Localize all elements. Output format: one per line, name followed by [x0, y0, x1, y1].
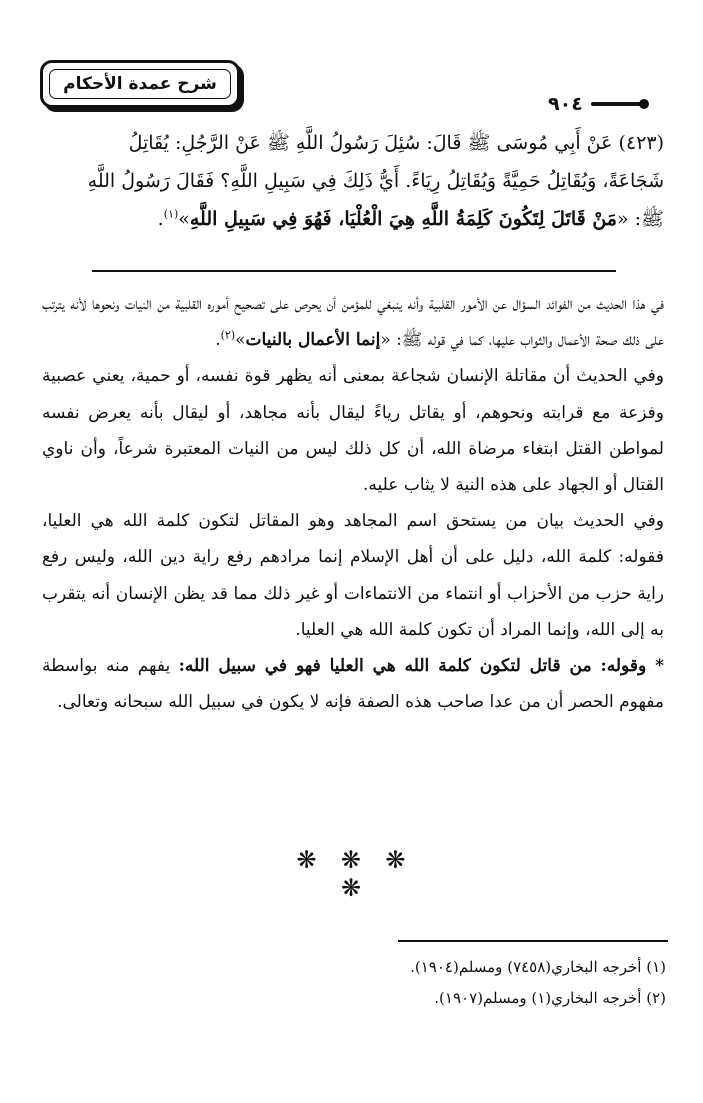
footnote-divider	[398, 940, 668, 942]
quoted-hadith: إنما الأعمال بالنيات	[245, 330, 381, 351]
paragraph: وفي الحديث بيان من يستحق اسم المجاهد وهو المقاتل لتكون كلمة الله هي العليا، فقوله: كلمة الله، دليل على أن أهل الإسلام إنما مرادهم رفع راية دين الله، وليس رفع راية حزب من الأحزاب أو انتماء من الانتماءات أو غير ذلك مما قد يظن الإنسان أنه يتقرب به إلى الله، وإنما المراد أن تكون كلمة الله هي العليا.	[42, 511, 665, 640]
hadith-line	[42, 200, 664, 238]
hadith-quote: مَنْ قَاتَلَ لِتَكُونَ كَلِمَةُ اللَّهِ هِيَ الْعُلْيَا، فَهُوَ فِي سَبِيلِ اللَّهِ	[189, 208, 617, 230]
book-title: شرح عمدة الأحكام	[49, 69, 231, 99]
paragraph-text: في هذا الحديث من الفوائد السؤال عن الأمور القلبية وأنه ينبغي للمؤمن أن يحرص على تصحيح أموره القلبية من النيات ونحوها لأنه يترتب على ذلك صحة الأعمال والثواب عليها، كما في قوله ﷺ: «	[42, 294, 664, 351]
quote-close: »	[235, 330, 246, 351]
paragraph: وفي الحديث أن مقاتلة الإنسان شجاعة بمعنى أنه يظهر قوة نفسه، أو حمية، يعني عصبية وفزعة مع قرابته ونحوهم، أو يقاتل رياءً ليقال بأنه مجاهد، أو ليقال بأنه يعرض نفسه لمواطن القتل ابتغاء مرضاة الله، أن كل ذلك ليس من النيات المعتبرة شرعاً، وأن ناوي القتال أو الجهاد على هذه النية لا يثاب عليه.	[42, 366, 664, 496]
section-separator-stars: ❋ ❋ ❋ ❋	[296, 846, 414, 902]
hadith-text	[42, 124, 664, 238]
commentary-body	[42, 286, 664, 720]
page-number: ٩٠٤	[548, 93, 583, 115]
hadith-line: (٤٢٣) عَنْ أَبِي مُوسَى ﷺ قَالَ: سُئِلَ رَسُولُ اللَّهِ ﷺ عَنْ الرَّجُلِ: يُقَاتِلُ	[128, 132, 664, 154]
hadith-line: شَجَاعَةً، وَيُقَاتِلُ حَمِيَّةً وَيُقَاتِلُ رِيَاءً. أَيُّ ذَلِكَ فِي سَبِيلِ اللَّهِ؟ فَقَالَ رَسُولُ اللَّهِ	[87, 170, 664, 192]
book-title-frame	[40, 60, 240, 108]
paragraph-lead: * وقوله: من قاتل لتكون كلمة الله هي العليا فهو في سبيل الله:	[178, 656, 664, 677]
footnote-ref: (١)	[163, 207, 179, 221]
section-divider	[92, 270, 616, 272]
hadith-quote-open: ﷺ: «	[616, 208, 664, 230]
footnote-ref: (٢)	[220, 328, 236, 342]
paragraph	[42, 286, 664, 358]
footnotes	[300, 952, 666, 1014]
paragraph-text: يفهم منه بواسطة مفهوم الحصر أن من عدا صاحب هذه الصفة فإنه لا يكون في سبيل الله سبحانه وتعالى.	[42, 656, 664, 713]
page-number-block	[548, 92, 668, 116]
hadith-end: .	[157, 208, 164, 230]
footnote: (٢) أخرجه البخاري(١) ومسلم(١٩٠٧).	[434, 989, 666, 1007]
page-number-dot-icon	[639, 99, 649, 109]
footnote: (١) أخرجه البخاري(٧٤٥٨) ومسلم(١٩٠٤).	[410, 958, 666, 976]
paragraph	[42, 648, 664, 720]
paragraph-end: .	[215, 330, 221, 351]
page-number-rule	[591, 102, 641, 106]
hadith-quote-close: »	[178, 208, 190, 230]
